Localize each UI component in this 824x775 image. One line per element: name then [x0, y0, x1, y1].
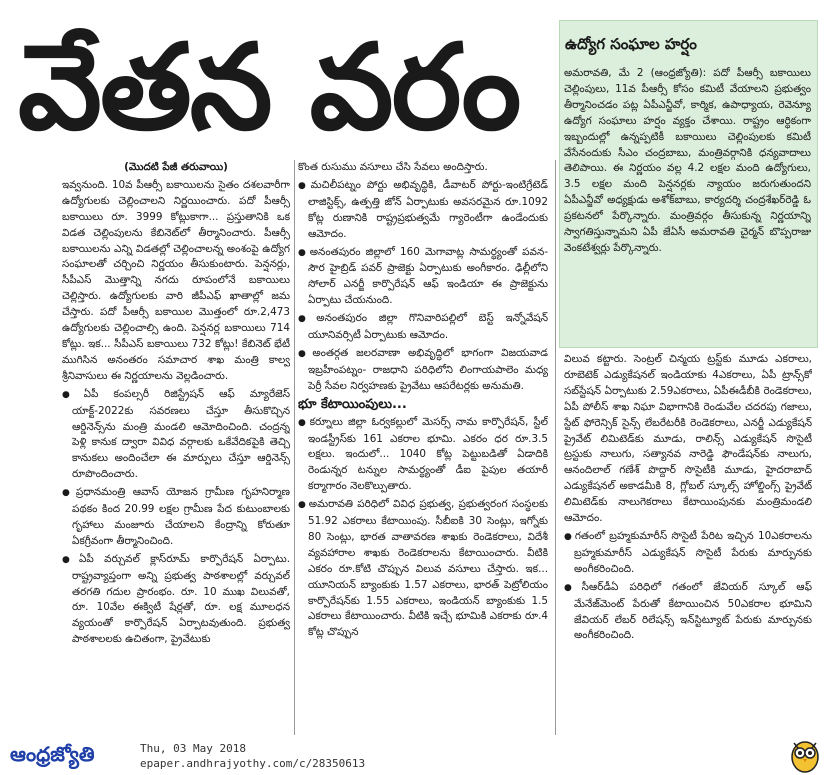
bullet-item: ● ప్రధానమంత్రి ఆవాస్ యోజన గ్రామీణ గృహనిర్మాణ పథకం కింద 20.99 లక్షల గ్రామీణ పేద కుటుంబాలకు గృహాలు మంజూరు చేయాలని కేంద్రాన్ని కోరుతూ ఏకగ్రీవంగా తీర్మానించింది.	[62, 485, 290, 550]
bullet-item: ● అనంతపురం జిల్లాలో 160 మెగావాట్ల సామర్థ్యంతో పవన-సౌర హైబ్రిడ్ పవర్ ప్రాజెక్టు ఏర్పాటుకు అంగీకారం. ఢిల్లీలోని సోలార్ ఎనర్జీ కార్పొరేషన్ ఆఫ్ ఇండియా ఈ ప్రాజెక్టును ఏర్పాటు చేయనుంది.	[298, 245, 548, 310]
middle-column	[298, 160, 548, 735]
bullet-item: ● గతంలో బ్రహ్మకుమారీస్ సొసైటీ పేరిట ఇచ్చిన 10ఎకరాలను బ్రహ్మకుమారీస్ ఎడ్యుకేషన్ సొసైటీ పేరుకు మార్పునకు అంగీకరించింది.	[564, 529, 812, 578]
bullet-item: ● అంతర్గత జలరవాణా అభివృద్ధిలో భాగంగా విజయవాడ ఇబ్రహీంపట్నం- రాజధాని పరిధిలోని లింగాయపాలెం మధ్య పెర్రీ సేవల నిర్వహణకు ప్రైవేటు ఆపరేటర్లకు అనుమతి.	[298, 346, 548, 395]
column-divider	[294, 160, 295, 735]
article-paragraph: ఇవ్వనుంది. 10వ పీఆర్సీ బకాయిలను సైతం దశలవారీగా ఉద్యోగులకు చెల్లించాలని నిర్ణయించారు. పదో పీఆర్సీ బకాయిలు రూ. 3999 కోట్లుకాగా... ప్రస్తుతానికి ఒక విడత చెల్లింపులను కేబినెట్‌లో తీర్మానించారు. పీఆర్సీ బకాయిలను ఎన్ని విడతల్లో చెల్లించాలన్న అంశంపై ఉద్యోగ సంఘాలతో చర్చించి నిర్ణయం తీసుకుంటారు. పెన్షనర్లు, సీపీఎస్ మొత్తాన్ని నగదు రూపంలోనే బకాయిలు చెల్లిస్తారు. ఉద్యోగులకు వారి జీపీఎఫ్ ఖాతాల్లో జమ చేస్తారు. పదో పీఆర్సీ బకాయిల మొత్తంలో రూ.2,473 ఉద్యోగులకు చెల్లించాల్సి ఉంది. పెన్షనర్ల బకాయిలు 714 కోట్లు. ఇక... సీపీఎస్ బకాయిలు 732 కోట్లు! కేబినెట్ భేటీ ముగిసిన అనంతరం సమాచార శాఖ మంత్రి కాల్వ శ్రీనివాసులు ఈ నిర్ణయాలను వెల్లడించారు.	[62, 178, 290, 382]
sidebar-paragraph: అమరావతి, మే 2 (ఆంధ్రజ్యోతి): పదో పీఆర్సీ బకాయిలు చెల్లింపులు, 11వ పీఆర్సీ కోసం కమిటీ వేయాలని ప్రభుత్వం తీర్మానించడం పట్ల ఏపీఎన్జీవో, కార్మిక, ఉపాధ్యాయ, రెవెన్యూ ఉద్యోగ సంఘాలు హర్షం వ్యక్తం చేశాయి. రాష్ట్రం ఆర్థికంగా ఇబ్బందుల్లో ఉన్నప్పటికీ బకాయిలు చెల్లింపులకు కమిటీ వేసేనందుకు సీఎం చంద్రబాబు, మంత్రివర్గానికి ధన్యవాదాలు తెలిపాయి. ఈ నిర్ణయం వల్ల 4.2 లక్షల మంది ఉద్యోగులు, 3.5 లక్షల మంది పెన్షనర్లకు న్యాయం జరుగుతుందని ఏపీఎన్జీవో అధ్యక్షుడు అశోక్‌బాబు, కార్యదర్శి చంద్రశేఖర్‌రెడ్డి ఓ ప్రకటనలో పేర్కొన్నారు. మంత్రివర్గం తీసుకున్న నిర్ణయాన్ని స్వాగతిస్తున్నామని ఏపీ జేఏసీ అమరావతి చైర్మన్ బొప్పరాజు వెంకటేశ్వర్లు పేర్కొన్నారు.	[564, 67, 811, 254]
sidebar-body	[564, 66, 811, 344]
bullet-item: ● ఏపీ కంపల్సరీ రిజిస్ట్రేషన్ ఆఫ్ మ్యారేజెస్ యాక్ట్-2022కు సవరణలు చేస్తూ తీసుకొచ్చిన ఆర్డినెన్స్‌ను మంత్రి మండలి ఆమోదించింది. చంద్రన్న పెళ్లి కానుక ద్వారా వివిధ వర్గాలకు ఒకేవేదికపైకి తెచ్చి కానుకలు అందించేలా ఈ మార్పులు చేస్తూ ఆర్డినెన్స్ రూపొందించారు.	[62, 387, 290, 483]
bullet-item: ● సీఆర్‌డీఏ పరిధిలో గతంలో జేవియర్ స్కూల్ ఆఫ్ మేనేజ్‌మెంట్ పేరుతో కేటాయించిన 50ఎకరాల భూమిని జేవియర్ లేబర్ రిలేషన్స్ ఇన్‌స్టిట్యూట్ పేరుకు మార్పునకు అంగీకరించింది.	[564, 580, 812, 645]
bullet-item: ● మచిలీపట్నం పోర్టు అభివృద్ధికి, డీవాటర్ పోర్టు-ఇంటిగ్రేటెడ్ లాజిస్టిక్స్, ఉత్పత్తి జోన్ ఏర్పాటుకు అవసరమైన రూ.1092 కోట్ల రుణానికి రాష్ట్రప్రభుత్వమే గ్యారెంటీగా ఉండేందుకు ఆమోదం.	[298, 178, 548, 243]
continued-note: (మొదటి పేజీ తరువాయి)	[124, 161, 228, 173]
column-divider	[555, 160, 556, 735]
right-column	[564, 352, 812, 735]
sidebar-title: ఉద్యోగ సంఘాల హర్షం	[565, 35, 697, 53]
bullet-item: ● ఏపీ వర్చువల్ క్లాస్‌రూమ్ కార్పొరేషన్ ఏర్పాటు. రాష్ట్రవ్యాప్తంగా అన్ని ప్రభుత్వ పాఠశాలల్లో వర్చువల్ తరగతి గదుల ప్రారంభం. రూ. 10 ముఖ విలువతో, రూ. 10వేల ఈక్విటీ షేర్లతో, రూ. లక్ష మూలధన వ్యయంతో కార్పొరేషన్ ఏర్పాటవుతుంది. ప్రభుత్వ పాఠశాలలకు ఉచితంగా, ప్రైవేటుకు	[62, 552, 290, 648]
epaper-url: epaper.andhrajyothy.com/c/28350613	[140, 757, 366, 770]
bullet-item: ● అమరావతి పరిధిలో వివిధ ప్రభుత్వ, ప్రభుత్వరంగ సంస్థలకు 51.92 ఎకరాలు కేటాయింపు. సీబీఐకి 30 సెంట్లు, ఇగ్నోకు 80 సెంట్లు, భారత వాతావరణ శాఖకు రెండెకరాలు, విదేశీ వ్యవహారాల శాఖకు రెండెకరాలను కేటాయించారు. వీటికి ఎకరం రూ.కోటి చొప్పున విలువ వసూలు చేస్తారు. ఇక... యూనియన్ బ్యాంకుకు 1.57 ఎకరాలు, భారత్ పెట్రోలియం కార్పొరేషన్‌కు 1.55 ఎకరాలు, ఇండియన్ బ్యాంకుకు 1.5 ఎకరాలు కేటాయించారు. వీటికి ఇచ్చే భూమికి ఎకరాకు రూ.4 కోట్ల చొప్పున	[298, 497, 548, 641]
article-paragraph: కొంత రుసుము వసూలు చేసి సేవలు అందిస్తారు.	[298, 161, 488, 173]
bullet-item: ● అనంతపురం జిల్లా గొనివారిపల్లిలో బెస్ట్ ఇన్నోవేషన్ యూనివర్సిటీ ఏర్పాటుకు ఆమోదం.	[298, 311, 548, 344]
bullet-item: ● కర్నూలు జిల్లా ఓర్వకల్లులో మెసర్స్ నామ కార్పొరేషన్, స్టీల్ ఇండస్ట్రీస్‌కు 161 ఎకరాల భూమి. ఎకరం ధర రూ.3.5 లక్షలు. ఇందులో... 1040 కోట్ల పెట్టుబడితో ఏడాదికి రెండున్నర టన్నుల సామర్థ్యంతో డీఐ పైపుల తయారీ కర్మాగారం నెలకొల్పుతారు.	[298, 415, 548, 496]
edition-date: Thu, 03 May 2018	[140, 742, 246, 755]
andhrajyothy-logo: ఆంధ్రజ్యోతి	[10, 742, 95, 766]
owl-icon	[790, 737, 820, 773]
section-subhead: భూ కేటాయింపులు...	[298, 396, 407, 412]
headline: వేతన వరం	[18, 18, 520, 156]
article-paragraph: విలువ కట్టారు. సెంట్రల్ చిన్మయ ట్రస్ట్‌కు మూడు ఎకరాలు, రూబెటెక్ ఎడ్యుకేషనల్ ఇండియాకు 4ఎకరాలు, ఏపీ ట్రాన్స్‌కో సబ్‌స్టేషన్ ఏర్పాటుకు 2.59ఎకరాలు, ఏపీఈడీబీకి రెండెకరాలు, ఏపీ పోలీస్ శాఖ నిఘా విభాగానికి రెండువేల చదరపు గజాలు, స్టేట్ ఫోరెన్సిక్ సైన్స్ లేబరేటరీకి రెండెకరాలు, ఎనర్జీ ఎడ్యుకేషన్ ప్రైవేట్ లిమిటెడ్‌కు మూడు, రాలిన్స్ ఎడ్యుకేషన్ సొసైటీ ట్రస్టుకు నాలుగు, సత్యానవ నారెడ్డి ఫౌండేషన్‌కు నాలుగు, ఆనందిలాల్ గణేశ్ పొద్దార్ సొసైటీకి మూడు, హైదరాబాద్ ఎడ్యుకేషనల్ అకాడమీకి 8, గ్లోబల్ స్కూల్స్ హోల్డింగ్స్ ప్రైవేట్ లిమిటెడ్‌కు నాలుగెకరాలు కేటాయింపునకు మంత్రిమండలి ఆమోదం.	[564, 353, 812, 525]
left-column	[62, 160, 290, 735]
